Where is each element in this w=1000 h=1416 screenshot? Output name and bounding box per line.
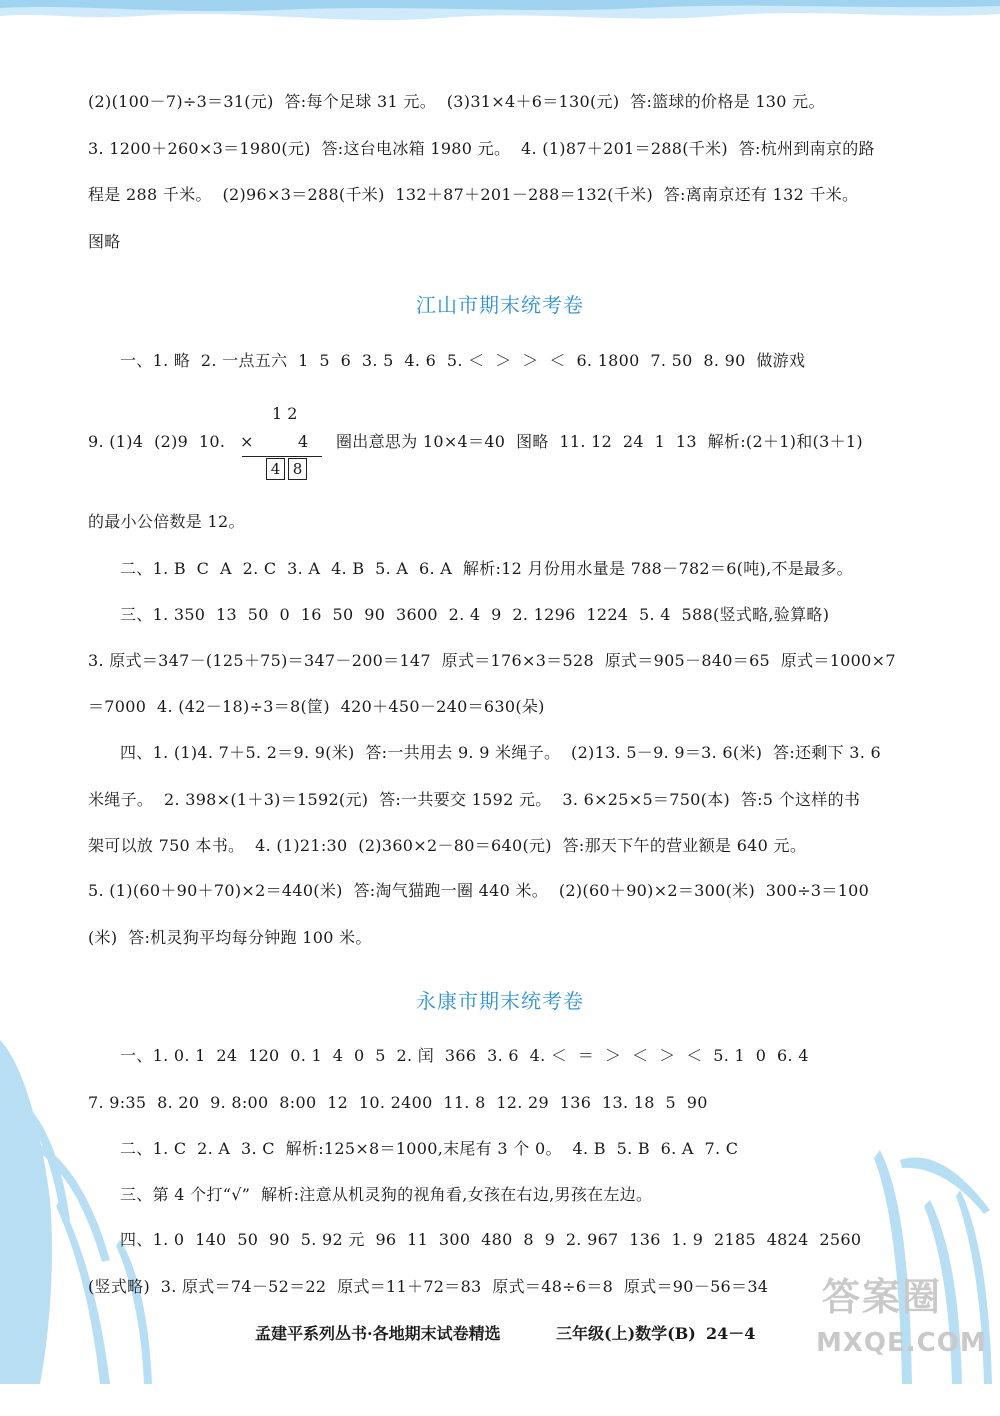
answer-line: 三、第 4 个打“√” 解析:注意从机灵狗的视角看,女孩在右边,男孩在左边。 xyxy=(120,1185,653,1204)
answer-line: 一、1. 0. 1 24 120 0. 1 4 0 5 2. 闰 366 3. 6 4. ＜ ＝ ＞ ＜ ＞ ＜ 5. 1 0 6. 4 xyxy=(120,1046,809,1065)
answer-line: (米) 答:机灵狗平均每分钟跑 100 米。 xyxy=(88,928,372,947)
footer-series-title: 孟建平系列丛书·各地期末试卷精选 xyxy=(255,1324,501,1343)
multiplier: 4 xyxy=(298,432,309,451)
watermark-url: MXQE.COM xyxy=(816,1328,987,1358)
answer-line: 米绳子。 2. 398×(1＋3)＝1592(元) 答:一共要交 1592 元。 3. 6×25×5＝750(本) 答:5 个这样的书 xyxy=(88,790,861,809)
answer-line: 一、1. 略 2. 一点五六 1 5 6 3. 5 4. 6 5. ＜ ＞ ＞ ＜ 6. 1800 7. 50 8. 90 做游戏 xyxy=(120,351,806,370)
answer-line: 图略 xyxy=(88,232,121,251)
answer-line: 9. (1)4 (2)9 10. xyxy=(88,432,226,451)
answer-line: 四、1. (1)4. 7＋5. 2＝9. 9(米) 答:一共用去 9. 9 米绳子。 (2)13. 5－9. 9＝3. 6(米) 答:还剩下 3. 6 xyxy=(120,743,882,762)
result-line xyxy=(242,456,322,457)
answer-line: 3. 原式＝347－(125＋75)＝347－200＝147 原式＝176×3＝528 原式＝905－840＝65 原式＝1000×7 xyxy=(88,651,896,670)
answer-line: 四、1. 0 140 50 90 5. 92 元 96 11 300 480 8 9 2. 967 136 1. 9 2185 4824 2560 xyxy=(120,1230,862,1249)
vertical-multiplication xyxy=(236,400,326,480)
result-box-tens: 4 xyxy=(266,458,285,480)
footer-page-number: 24－4 xyxy=(706,1324,756,1343)
answer-line: 二、1. C 2. A 3. C 解析:125×8＝1000,末尾有 3 个 0。 4. B 5. B 6. A 7. C xyxy=(120,1139,739,1158)
answer-line: 的最小公倍数是 12。 xyxy=(88,512,245,531)
answer-line: 7. 9:35 8. 20 9. 8:00 8:00 12 10. 2400 11. 8 12. 29 136 13. 18 5 90 xyxy=(88,1093,708,1112)
answer-line: ＝7000 4. (42－18)÷3＝8(筐) 420＋450－240＝630(朵) xyxy=(88,697,545,716)
multiplicand: 1 2 xyxy=(272,404,298,423)
answer-line: 圈出意思为 10×4＝40 图略 11. 12 24 1 13 解析:(2＋1)和(3＋1) xyxy=(336,432,863,451)
answer-line: (竖式略) 3. 原式＝74－52＝22 原式＝11＋72＝83 原式＝48÷6＝8 原式＝90－56＝34 xyxy=(88,1277,769,1296)
result-box-ones: 8 xyxy=(288,458,307,480)
top-border-decoration xyxy=(0,0,1000,60)
answer-line: 三、1. 350 13 50 0 16 50 90 3600 2. 4 9 2. 1296 1224 5. 4 588(竖式略,验算略) xyxy=(120,605,830,624)
watermark-logo xyxy=(810,1260,990,1380)
answer-line: 二、1. B C A 2. C 3. A 4. B 5. A 6. A 解析:12 月份用水量是 788－782＝6(吨),不是最多。 xyxy=(120,559,853,578)
footer-grade: 三年级(上)数学(B) xyxy=(556,1324,696,1343)
answer-line: (2)(100－7)÷3＝31(元) 答:每个足球 31 元。 (3)31×4＋6＝130(元) 答:篮球的价格是 130 元。 xyxy=(88,92,825,111)
answer-line: 架可以放 750 本书。 4. (1)21:30 (2)360×2－80＝640(元) 答:那天下午的营业额是 640 元。 xyxy=(88,836,807,855)
answer-line: 3. 1200＋260×3＝1980(元) 答:这台电冰箱 1980 元。 4. (1)87＋201＝288(千米) 答:杭州到南京的路 xyxy=(88,139,875,158)
answer-line: 5. (1)(60＋90＋70)×2＝440(米) 答:淘气猫跑一圈 440 米。 (2)(60＋90)×2＝300(米) 300÷3＝100 xyxy=(88,881,870,900)
watermark-text: 答案圈 xyxy=(822,1275,943,1319)
section-title-yongkang: 永康市期末统考卷 xyxy=(416,989,584,1013)
multiply-sign: × xyxy=(240,432,254,451)
section-title-jiangshan: 江山市期末统考卷 xyxy=(416,293,584,317)
answer-line: 程是 288 千米。 (2)96×3＝288(千米) 132＋87＋201－288＝132(千米) 答:离南京还有 132 千米。 xyxy=(88,185,859,204)
page-footer xyxy=(0,1321,1000,1351)
